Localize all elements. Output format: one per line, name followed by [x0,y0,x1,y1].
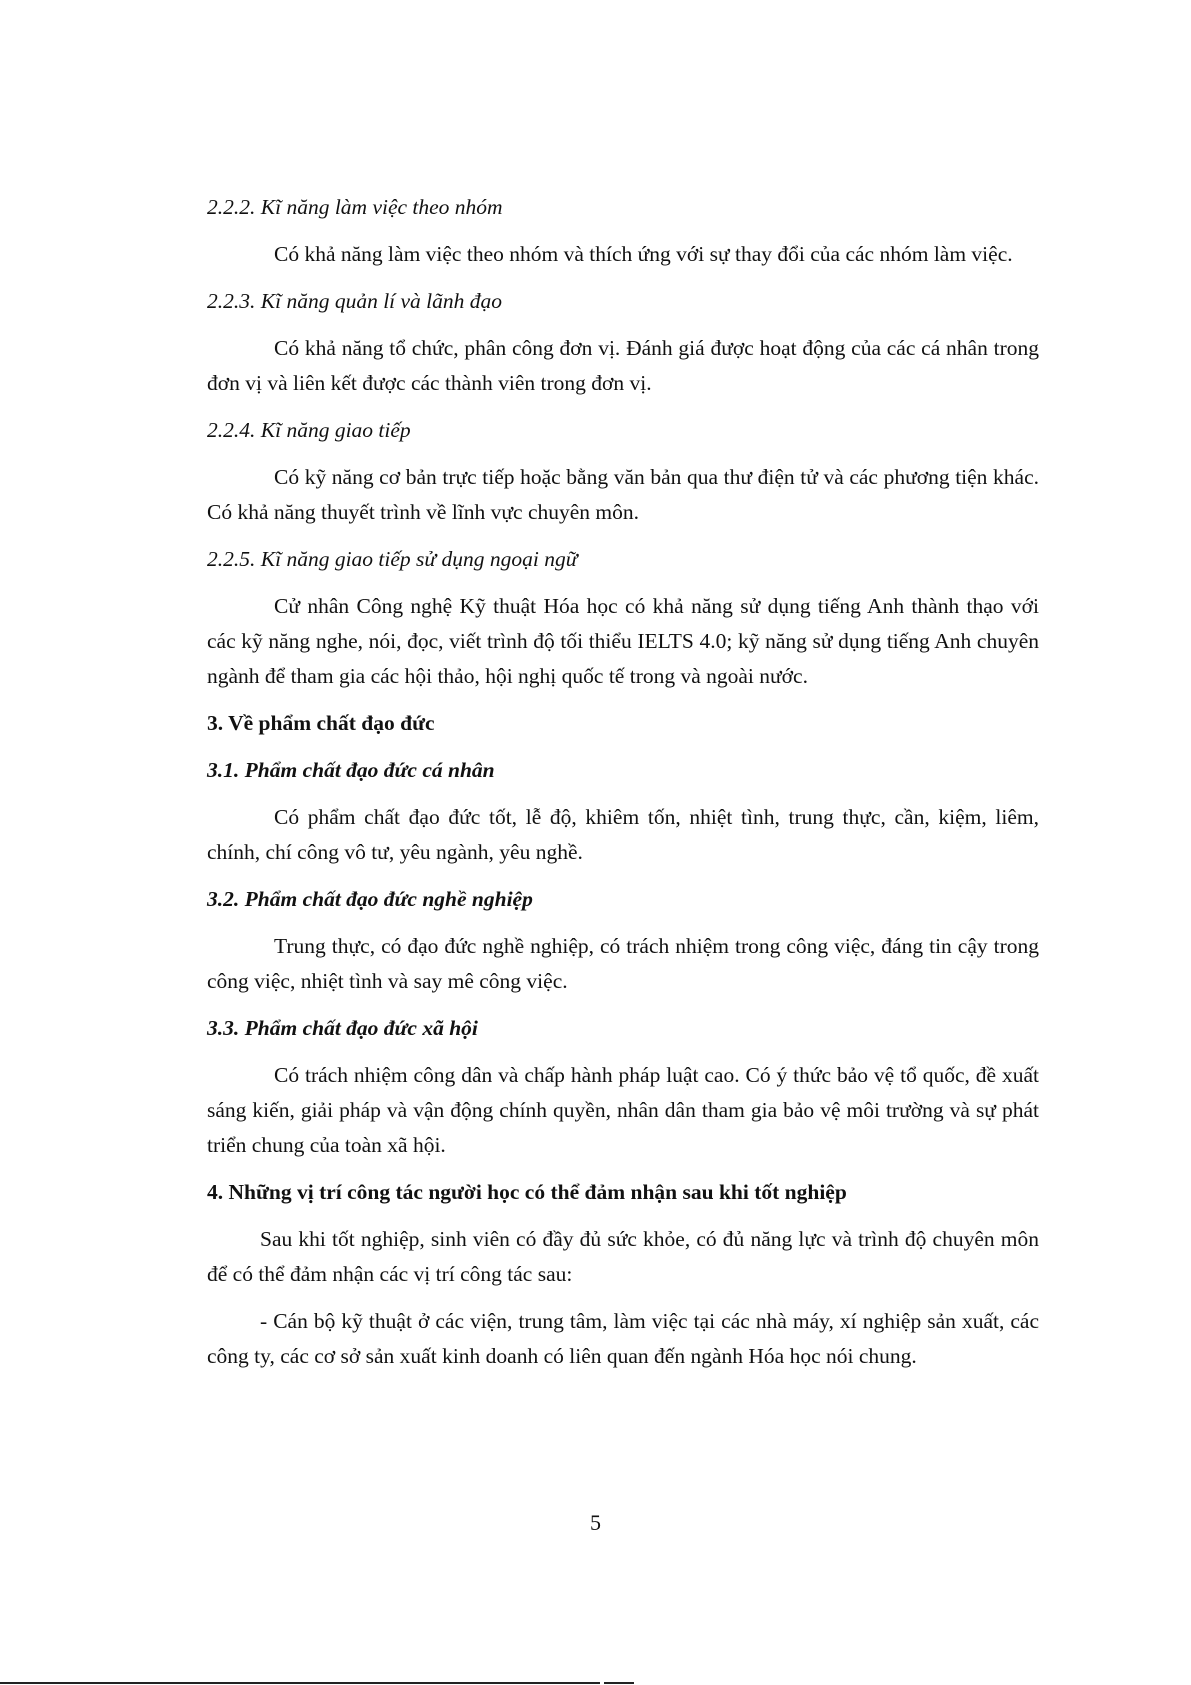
heading-4: 4. Những vị trí công tác người học có thể đảm nhận sau khi tốt nghiệp [207,1180,847,1204]
heading-2-2-5: 2.2.5. Kĩ năng giao tiếp sử dụng ngoại ngữ [207,547,578,571]
paragraph-3-2: Trung thực, có đạo đức nghề nghiệp, có trách nhiệm trong công việc, đáng tin cậy trong công việc, nhiệt tình và say mê công việc. [207,934,1039,993]
page-content [207,190,1039,1386]
heading-3-1: 3.1. Phẩm chất đạo đức cá nhân [207,758,495,782]
heading-3-3: 3.3. Phẩm chất đạo đức xã hội [207,1016,478,1040]
paragraph-2-2-2: Có khả năng làm việc theo nhóm và thích ứng với sự thay đổi của các nhóm làm việc. [274,242,1013,266]
paragraph-2-2-3: Có khả năng tổ chức, phân công đơn vị. Đánh giá được hoạt động của các cá nhân trong đơn vị và liên kết được các thành viên trong đơn vị. [207,336,1039,395]
paragraph-3-1: Có phẩm chất đạo đức tốt, lễ độ, khiêm tốn, nhiệt tình, trung thực, cần, kiệm, liêm, chính, chí công vô tư, yêu ngành, yêu nghề. [207,805,1039,864]
list-item: - Cán bộ kỹ thuật ở các viện, trung tâm, làm việc tại các nhà máy, xí nghiệp sản xuất, các công ty, các cơ sở sản xuất kinh doanh có liên quan đến ngành Hóa học nói chung. [207,1309,1039,1368]
footer-rule [0,1682,600,1684]
paragraph-2-2-5: Cử nhân Công nghệ Kỹ thuật Hóa học có khả năng sử dụng tiếng Anh thành thạo với các kỹ năng nghe, nói, đọc, viết trình độ tối thiểu IELTS 4.0; kỹ năng sử dụng tiếng Anh chuyên ngành để tham gia các hội thảo, hội nghị quốc tế trong và ngoài nước. [207,594,1039,688]
heading-3: 3. Về phẩm chất đạo đức [207,711,435,735]
paragraph-3-3: Có trách nhiệm công dân và chấp hành pháp luật cao. Có ý thức bảo vệ tổ quốc, đề xuất sáng kiến, giải pháp và vận động chính quyền, nhân dân tham gia bảo vệ môi trường và sự phát triển chung của toàn xã hội. [207,1063,1039,1157]
paragraph-4: Sau khi tốt nghiệp, sinh viên có đầy đủ sức khỏe, có đủ năng lực và trình độ chuyên môn để có thể đảm nhận các vị trí công tác sau: [207,1227,1039,1286]
page-number: 5 [590,1510,601,1535]
heading-2-2-2: 2.2.2. Kĩ năng làm việc theo nhóm [207,195,503,219]
paragraph-2-2-4: Có kỹ năng cơ bản trực tiếp hoặc bằng văn bản qua thư điện tử và các phương tiện khác. Có khả năng thuyết trình về lĩnh vực chuyên môn. [207,465,1039,524]
heading-2-2-3: 2.2.3. Kĩ năng quản lí và lãnh đạo [207,289,503,313]
heading-2-2-4: 2.2.4. Kĩ năng giao tiếp [207,418,411,442]
heading-3-2: 3.2. Phẩm chất đạo đức nghề nghiệp [207,887,533,911]
footer-rule-tail [604,1682,634,1684]
